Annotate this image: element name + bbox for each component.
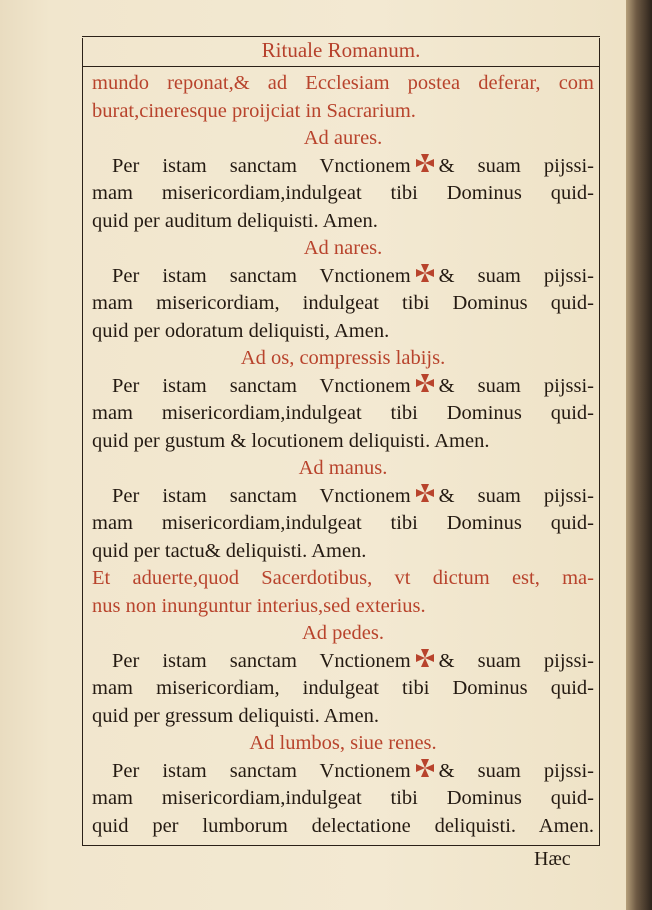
text-line: quid per odoratum deliquisti, Amen. [92, 319, 390, 342]
anointing-formula-line [92, 648, 594, 676]
red-cross-icon [415, 648, 435, 677]
rubric-heading: Ad nares. [303, 237, 383, 259]
header-rule [82, 66, 600, 67]
anointing-formula-line [92, 483, 594, 511]
book-spine [626, 0, 652, 910]
formula-text: & suam pijssi- [438, 484, 595, 507]
rubric-line: mundo reponat,& ad Ecclesiam postea deferar, com [92, 72, 594, 94]
text-line: mam misericordiam,indulgeat tibi Dominus quid- [92, 182, 594, 204]
rubric-heading: Ad lumbos, siue renes. [249, 732, 437, 754]
formula-text: & suam pijssi- [438, 759, 595, 782]
text-line: quid per tactu& deliquisti. Amen. [92, 539, 367, 562]
rubric-heading: Ad pedes. [302, 622, 384, 644]
anointing-formula-line [92, 153, 594, 181]
text-line: mam misericordiam,indulgeat tibi Dominus quid- [92, 512, 594, 534]
anointing-formula-line [92, 263, 594, 291]
page-text [92, 70, 594, 840]
formula-text: & suam pijssi- [438, 264, 595, 287]
red-cross-icon [415, 153, 435, 182]
formula-text: Per istam sanctam Vnctionem [112, 649, 411, 672]
formula-text: & suam pijssi- [438, 374, 595, 397]
red-cross-icon [415, 263, 435, 292]
red-cross-icon [415, 758, 435, 787]
formula-text: Per istam sanctam Vnctionem [112, 374, 411, 397]
text-line: quid per lumborum delectatione deliquisti. Amen. [92, 814, 594, 837]
red-cross-icon [415, 483, 435, 512]
rubric-line: burat,cineresque proijciat in Sacrarium. [92, 99, 416, 122]
rubric-line: nus non inunguntur interius,sed exterius. [92, 594, 426, 617]
text-line: quid per auditum deliquisti. Amen. [92, 209, 378, 232]
formula-text: & suam pijssi- [438, 154, 595, 177]
text-line: mam misericordiam,indulgeat tibi Dominus quid- [92, 402, 594, 424]
rubric-line: Et aduerte,quod Sacerdotibus, vt dictum est, ma- [92, 567, 594, 589]
formula-text: Per istam sanctam Vnctionem [112, 484, 411, 507]
catchword: Hæc [534, 848, 571, 870]
running-header: Rituale Romanum. [261, 38, 421, 62]
red-cross-icon [415, 373, 435, 402]
anointing-formula-line [92, 373, 594, 401]
bottom-rule [82, 845, 600, 846]
rubric-heading: Ad aures. [303, 127, 383, 149]
text-line: mam misericordiam,indulgeat tibi Dominus quid- [92, 787, 594, 809]
formula-text: Per istam sanctam Vnctionem [112, 264, 411, 287]
text-line: mam misericordiam, indulgeat tibi Dominus quid- [92, 292, 594, 314]
text-line: quid per gressum deliquisti. Amen. [92, 704, 379, 727]
text-line: mam misericordiam, indulgeat tibi Dominus quid- [92, 677, 594, 699]
rubric-heading: Ad os, compressis labijs. [240, 347, 446, 369]
text-line: quid per gustum & locutionem deliquisti. Amen. [92, 429, 490, 452]
rubric-heading: Ad manus. [298, 457, 388, 479]
formula-text: & suam pijssi- [438, 649, 595, 672]
anointing-formula-line [92, 758, 594, 786]
formula-text: Per istam sanctam Vnctionem [112, 759, 411, 782]
formula-text: Per istam sanctam Vnctionem [112, 154, 411, 177]
